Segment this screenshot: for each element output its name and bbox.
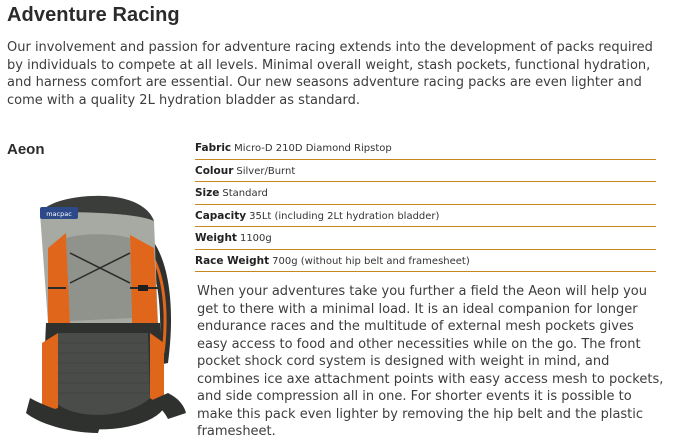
spec-table — [195, 137, 656, 272]
spec-label: Race Weight — [195, 254, 270, 267]
spec-value: Micro-D 210D Diamond Ripstop — [234, 143, 392, 154]
backpack-image — [18, 193, 188, 446]
product-description: When your adventures take you further a field the Aeon will help you get to there with a minimal load. It is an ideal companion for longer endurance races and the multitude of external mesh pockets gives easy access to food and other necessities while on the go. The front pocket shock cord system is designed with weight in mind, and combines ice axe attachment points with easy access mesh to pockets, and side compression all in one. For shorter events it is possible to make this pack even lighter by removing the hip belt and the plastic framesheet. — [197, 284, 664, 439]
spec-value: 700g (without hip belt and framesheet) — [272, 255, 470, 267]
spec-label: Size — [195, 187, 220, 199]
spec-value: Standard — [222, 188, 268, 199]
brand-logo: macpac — [46, 210, 72, 218]
spec-value: 1100g — [239, 233, 272, 244]
spec-row-colour — [195, 160, 656, 183]
product-name: Aeon — [7, 141, 45, 158]
spec-label: Weight — [195, 232, 237, 244]
spec-value: 35Lt (including 2Lt hydration bladder) — [249, 210, 440, 222]
spec-label: Colour — [195, 164, 234, 177]
spec-row-weight — [195, 227, 656, 250]
spec-label: Capacity — [195, 209, 247, 222]
page-title: Adventure Racing — [7, 4, 180, 26]
spec-label: Fabric — [195, 142, 232, 154]
spec-row-size — [195, 182, 656, 205]
spec-row-capacity — [195, 205, 656, 228]
intro-paragraph: Our involvement and passion for adventure racing extends into the development of packs required by individuals to compete at all levels. Minimal overall weight, stash pockets, functional hydration, and harness comfort are essential. Our new seasons adventure racing packs are even lighter and come with a quality 2L hydration bladder as standard. — [7, 40, 653, 108]
spec-row-race-weight — [195, 250, 656, 273]
spec-value: Silver/Burnt — [236, 165, 296, 177]
spec-row-fabric — [195, 137, 656, 160]
